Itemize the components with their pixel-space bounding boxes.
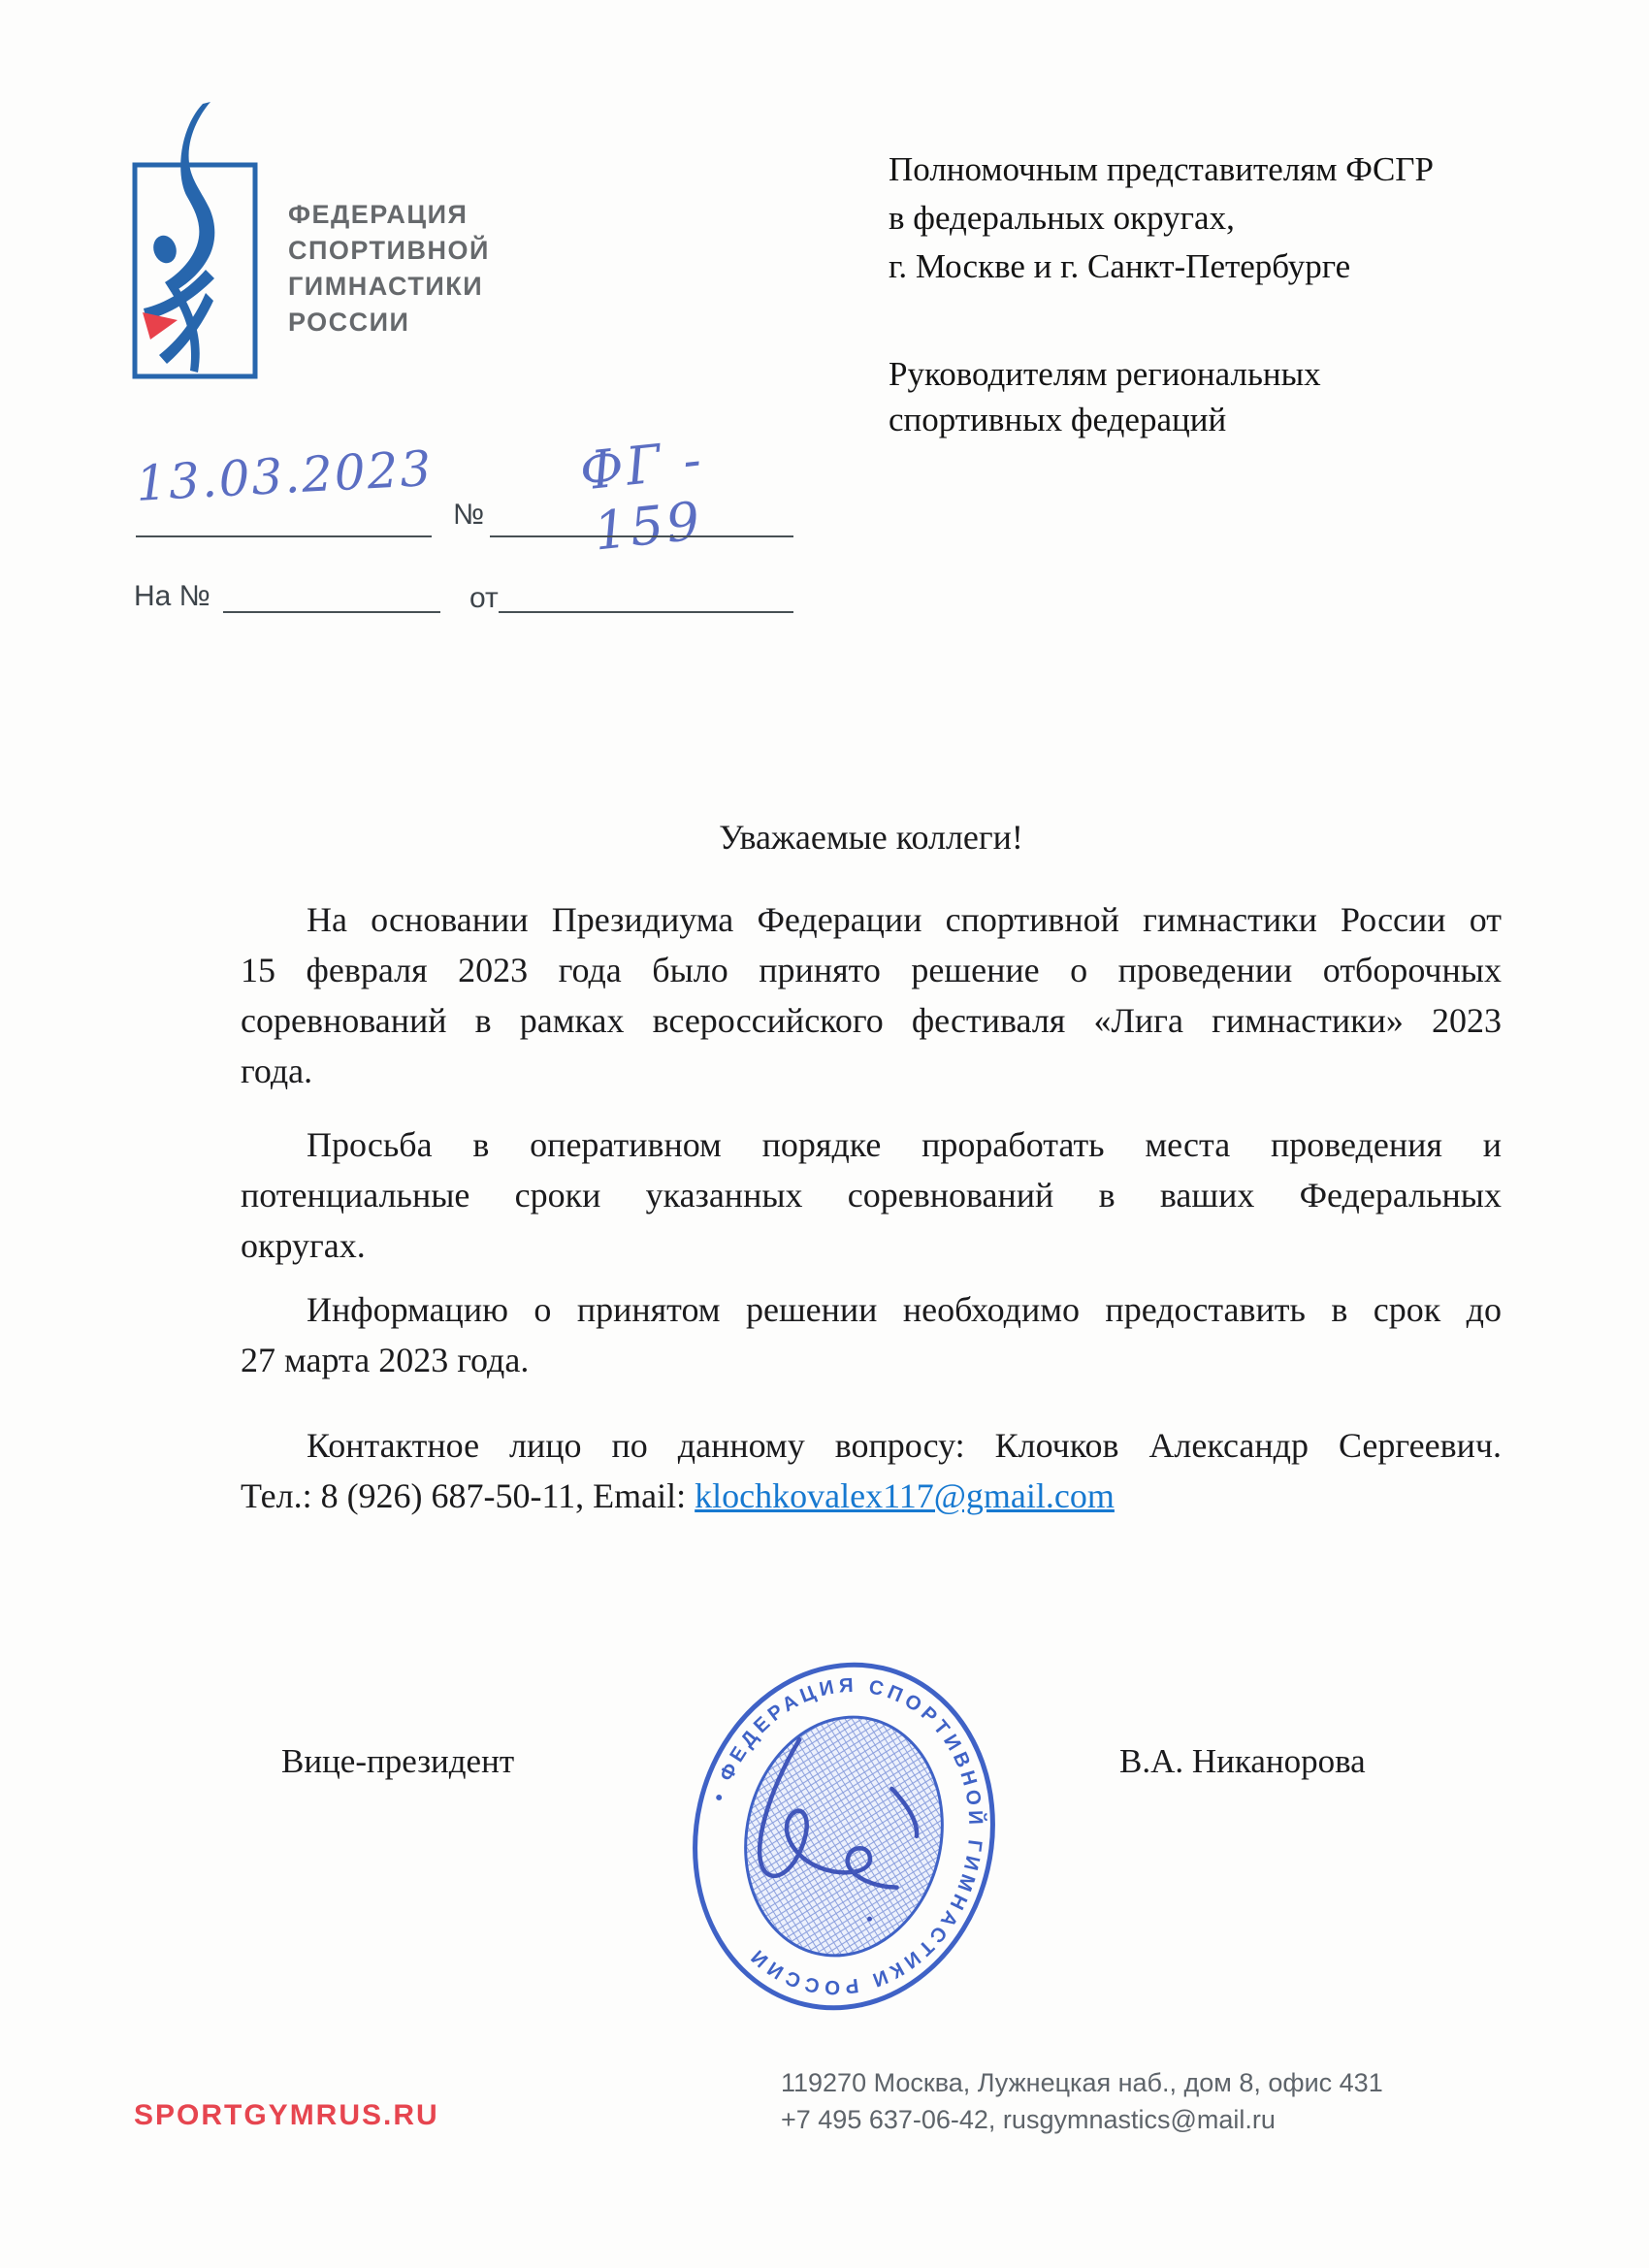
- signer-title: Вице-президент: [281, 1742, 515, 1780]
- contact-phone-prefix: Тел.: 8 (926) 687-50-11, Email:: [241, 1476, 695, 1515]
- paragraph-1: [241, 894, 1502, 1096]
- paragraph-line: соревнований в рамках всероссийского фестиваля «Лига гимнастики» 2023: [241, 1001, 1502, 1040]
- footer-address: [781, 2064, 1383, 2138]
- date-rule-line: [136, 535, 432, 537]
- contact-phone-line: [241, 1471, 1502, 1521]
- paragraph-line: потенциальные сроки указанных соревнований в ваших Федеральных: [241, 1176, 1502, 1215]
- paragraph-line: На основании Президиума Федерации спортивной гимнастики России от: [307, 900, 1502, 939]
- ref-from-rule-line: [499, 611, 793, 613]
- date-handwritten: 13.03.2023: [134, 439, 435, 512]
- contact-person-line: Контактное лицо по данному вопросу: Клочков Александр Сергеевич.: [307, 1426, 1502, 1465]
- org-name-line: СПОРТИВНОЙ: [288, 236, 490, 265]
- website-text: SPORTGYMRUS.RU: [134, 2099, 439, 2131]
- salutation: Уважаемые коллеги!: [719, 818, 1023, 857]
- number-rule-line: [490, 535, 793, 537]
- paragraph-line: года.: [241, 1052, 313, 1090]
- paragraph-3: [241, 1284, 1502, 1385]
- recipient-line: г. Москве и г. Санкт-Петербурге: [889, 247, 1351, 285]
- paragraph-line: 27 марта 2023 года.: [241, 1341, 530, 1379]
- signer-name: В.А. Никанорова: [1119, 1742, 1366, 1780]
- recipient-line: Руководителям региональных: [889, 355, 1321, 393]
- org-name: [288, 197, 490, 340]
- contact-paragraph: [241, 1420, 1502, 1521]
- footer-address-line1: 119270 Москва, Лужнецкая наб., дом 8, офис 431: [781, 2068, 1383, 2097]
- recipient-block-1: [889, 146, 1471, 291]
- recipient-block-2: [889, 351, 1471, 442]
- paragraph-line: Информацию о принятом решении необходимо предоставить в срок до: [307, 1290, 1502, 1329]
- number-handwritten: ФГ - 159: [576, 428, 707, 563]
- contact-email-link[interactable]: klochkovalex117@gmail.com: [695, 1476, 1115, 1515]
- fsgr-gymnast-logo-icon: [116, 95, 262, 386]
- recipient-line: спортивных федераций: [889, 401, 1227, 438]
- org-name-line: ГИМНАСТИКИ: [288, 272, 484, 301]
- ref-from-label: от: [469, 582, 499, 614]
- paragraph-line: 15 февраля 2023 года было принято решение о проведении отборочных: [241, 951, 1502, 989]
- number-label: №: [453, 499, 485, 531]
- recipient-line: в федеральных округах,: [889, 199, 1235, 237]
- footer-address-line2: +7 495 637-06-42, rusgymnastics@mail.ru: [781, 2105, 1276, 2134]
- ref-number-rule-line: [223, 611, 440, 613]
- ref-number-label: На №: [134, 580, 210, 612]
- round-stamp-seal: [664, 1637, 1023, 2035]
- paragraph-line: округах.: [241, 1226, 366, 1265]
- paragraph-2: [241, 1119, 1502, 1271]
- stamp-ring-text: • ФЕДЕРАЦИЯ СПОРТИВНОЙ ГИМНАСТИКИ РОССИИ: [707, 1673, 987, 1999]
- paragraph-line: Просьба в оперативном порядке проработать места проведения и: [307, 1125, 1502, 1164]
- recipient-line: Полномочным представителям ФСГР: [889, 150, 1434, 188]
- org-name-line: ФЕДЕРАЦИЯ: [288, 200, 469, 229]
- org-name-line: РОССИИ: [288, 308, 410, 337]
